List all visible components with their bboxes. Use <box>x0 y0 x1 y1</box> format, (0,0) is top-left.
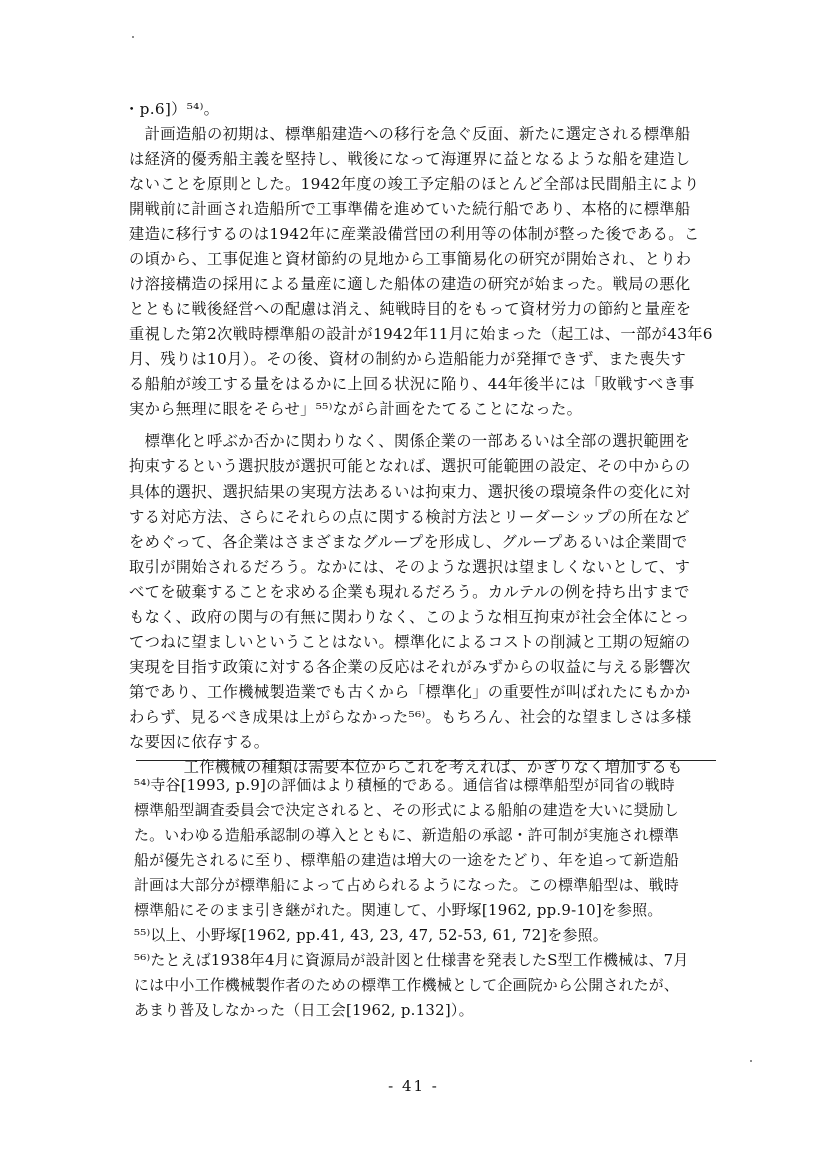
scan-speck <box>750 1060 752 1062</box>
body-line: な要因に依存する。 <box>129 733 270 751</box>
footnote-separator <box>136 760 716 761</box>
footnote-line: 船が優先されるに至り、標準船の建造は増大の一途をたどり、年を追って新造船 <box>134 851 680 869</box>
page-number: - 41 - <box>388 1077 439 1095</box>
body-line: 実現を目指す政策に対する各企業の反応はそれがみずからの収益に与える影響次 <box>129 658 691 676</box>
body-line: とともに戦後経営への配慮は消え、純戦時目的をもって資材労力の節約と量産を <box>129 300 692 318</box>
body-line: の頃から、工事促進と資材節約の見地から工事簡易化の研究が開始され、とりわ <box>129 250 692 268</box>
body-line: ・p.6]）⁵⁴⁾。 <box>124 100 220 118</box>
body-line: 重視した第2次戦時標準船の設計が1942年11月に始まった（起工は、一部が43年6 <box>129 325 713 343</box>
footnote-line: ⁵⁴⁾寺谷[1993, p.9]の評価はより積極的である。通信省は標準船型が同省の戦時 <box>134 776 675 794</box>
body-line: ないことを原則とした。1942年度の竣工予定船のほとんど全部は民間船主により <box>129 175 700 193</box>
body-line: 具体的選択、選択結果の実現方法あるいは拘束力、選択後の環境条件の変化に対 <box>129 483 691 501</box>
body-line: べてを破棄することを求める企業も現れるだろう。カルテルの例を持ち出すまで <box>129 583 690 601</box>
body-line: け溶接構造の採用による量産に適した船体の建造の研究が始まった。戦局の悪化 <box>129 275 691 293</box>
body-line: 第であり、工作機械製造業でも古くから「標準化」の重要性が叫ばれたにもかか <box>129 683 691 701</box>
body-line: 標準化と呼ぶか否かに関わりなく、関係企業の一部あるいは全部の選択範囲を <box>129 432 691 450</box>
body-line: る船舶が竣工する量をはるかに上回る状況に陥り、44年後半には「敗戦すべき事 <box>129 375 695 393</box>
body-line: もなく、政府の関与の有無に関わりなく、このような相互拘束が社会全体にとっ <box>129 608 690 626</box>
body-line: 計画造船の初期は、標準船建造への移行を急ぐ反面、新たに選定される標準船 <box>129 125 691 143</box>
footnote-line: 標準船型調査委員会で決定されると、その形式による船舶の建造を大いに奨励し <box>134 801 680 819</box>
body-line: てつねに望ましいということはない。標準化によるコストの削減と工期の短縮の <box>129 633 691 651</box>
body-line: する対応方法、さらにそれらの点に関する検討方法とリーダーシップの所在など <box>129 508 690 526</box>
body-line: 実から無理に眼をそらせ」⁵⁵⁾ながら計画をたてることになった。 <box>129 400 583 418</box>
footnote-line: ⁵⁵⁾以上、小野塚[1962, pp.41, 43, 23, 47, 52-53, 61, 72]を参照。 <box>134 926 608 944</box>
footnote-line: 標準船にそのまま引き継がれた。関連して、小野塚[1962, pp.9-10]を参照。 <box>134 901 663 919</box>
scan-speck <box>132 36 134 38</box>
footnote-line: 計画は大部分が標準船によって占められるようになった。この標準船型は、戦時 <box>134 876 680 894</box>
footnote-line: ⁵⁶⁾たとえば1938年4月に資源局が設計図と仕様書を発表したS型工作機械は、7月 <box>134 951 689 969</box>
body-line: わらず、見るべき成果は上がらなかった⁵⁶⁾。もちろん、社会的な望ましさは多様 <box>129 708 692 726</box>
body-line: をめぐって、各企業はさまざまなグループを形成し、グループあるいは企業間で <box>129 533 688 551</box>
body-line: 開戦前に計画され造船所で工事準備を進めていた続行船であり、本格的に標準船 <box>129 200 691 218</box>
body-line: 拘束するという選択肢が選択可能となれば、選択可能範囲の設定、その中からの <box>129 457 691 475</box>
footnote-line: あまり普及しなかった（日工会[1962, p.132]）。 <box>134 1001 474 1019</box>
body-line: 建造に移行するのは1942年に産業設備営団の利用等の体制が整った後である。こ <box>129 225 700 243</box>
body-line: 月、残りは10月）。その後、資材の制約から造船能力が発揮できず、また喪失す <box>129 350 687 368</box>
footnote-line: た。いわゆる造船承認制の導入とともに、新造船の承認・許可制が実施され標準 <box>134 826 680 844</box>
footnote-line: には中小工作機械製作者のための標準工作機械として企画院から公開されたが、 <box>134 976 680 994</box>
body-line: 取引が開始されるだろう。なかには、そのような選択は望ましくないとして、す <box>129 558 691 576</box>
body-line: 工作機械の種類は需要本位からこれを考えれば、かぎりなく増加するも <box>168 758 683 776</box>
body-line: は経済的優秀船主義を堅持し、戦後になって海運界に益となるような船を建造し <box>129 150 691 168</box>
